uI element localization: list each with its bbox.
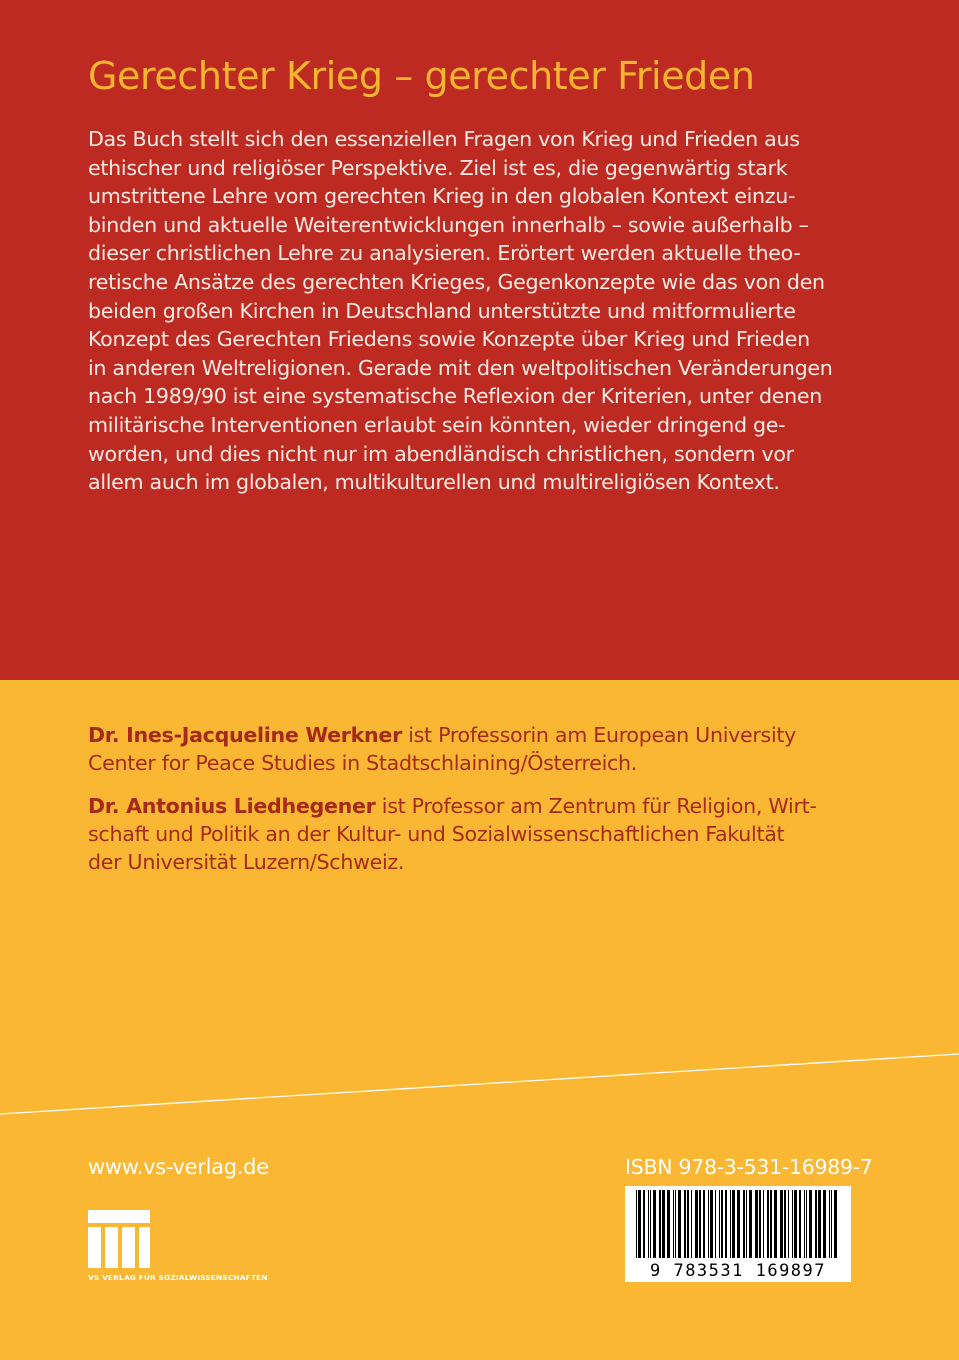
barcode-bar [799, 1190, 801, 1258]
barcode-bar [678, 1190, 681, 1258]
barcode-bar [710, 1190, 713, 1258]
barcode-bar [792, 1190, 793, 1258]
ean13-barcode-icon [634, 1190, 842, 1258]
blurb-line: Konzept des Gerechten Friedens sowie Konzepte über Krieg und Frieden [88, 327, 810, 352]
barcode-bar [831, 1190, 832, 1258]
publisher-url: www.vs-verlag.de [88, 1155, 269, 1179]
barcode-bar [719, 1190, 720, 1258]
barcode-bar [823, 1190, 826, 1258]
author-bio-text: ist Professorin am European University [401, 723, 797, 747]
barcode-bar [788, 1190, 789, 1258]
blurb-line: Das Buch stellt sich den essenziellen Fragen von Krieg und Frieden aus [88, 127, 800, 151]
vs-verlag-logo-icon [88, 1210, 318, 1285]
book-title: Gerechter Krieg – gerechter Frieden [88, 54, 755, 98]
blurb-line: in anderen Weltreligionen. Gerade mit den weltpolitischen Veränderungen [88, 355, 833, 380]
barcode-bar [667, 1190, 670, 1258]
barcode-bar [691, 1190, 692, 1258]
blurb-line: ethischer und religiöser Perspektive. Ziel ist es, die gegenwärtig stark [88, 155, 788, 180]
blurb-line: worden, und dies nicht nur im abendländisch christlichen, sondern vor [88, 441, 794, 466]
blurb-line: beiden großen Kirchen in Deutschland unterstützte und mitformulierte [88, 298, 796, 323]
publisher-logo-text: VS VERLAG FÜR SOZIALWISSENSCHAFTEN [88, 1273, 268, 1282]
blurb-line: binden und aktuelle Weiterentwicklungen innerhalb – sowie außerhalb – [88, 212, 809, 237]
blurb-line: nach 1989/90 ist eine systematische Reflexion der Kriterien, unter denen [88, 384, 823, 409]
barcode-bar [715, 1190, 716, 1258]
barcode-bar [755, 1190, 758, 1258]
barcode-bar [730, 1190, 731, 1258]
barcode-bar [834, 1190, 837, 1258]
barcode-bar [774, 1190, 777, 1258]
barcode-bar [815, 1190, 817, 1258]
barcode-bar [829, 1190, 830, 1258]
vs-verlag-logo-mark [88, 1210, 150, 1268]
barcode-bar [767, 1190, 769, 1258]
barcode-bar [737, 1190, 740, 1258]
barcode-bar [636, 1190, 637, 1258]
barcode-bar [703, 1190, 705, 1258]
blurb-line: dieser christlichen Lehre zu analysieren. Erörtert werden aktuelle theo- [88, 241, 801, 266]
barcode-bar [684, 1190, 686, 1258]
barcode-bar [743, 1190, 745, 1258]
blurb-line: militärische Interventionen erlaubt sein könnten, wieder dringend ge- [88, 412, 786, 437]
blurb-line: allem auch im globalen, multikulturellen und multireligiösen Kontext. [88, 470, 780, 495]
barcode-bar [638, 1190, 641, 1258]
author-bio-line: Center for Peace Studies in Stadtschlaining/Österreich. [88, 751, 638, 775]
barcode-bar [643, 1190, 645, 1258]
barcode-bar [770, 1190, 772, 1258]
barcode-bar [721, 1190, 723, 1258]
barcode-bar [784, 1190, 786, 1258]
barcode-bar [780, 1190, 783, 1258]
blurb-line: umstrittene Lehre vom gerechten Krieg in den globalen Kontext einzu- [88, 184, 796, 209]
barcode-bar [804, 1190, 805, 1258]
barcode-bar [659, 1190, 661, 1258]
author-name: Dr. Ines-Jacqueline Werkner [88, 723, 402, 747]
author-bio-line: der Universität Luzern/Schweiz. [88, 850, 405, 874]
barcode-bar [653, 1190, 656, 1258]
barcode-bar [687, 1190, 689, 1258]
barcode-bar [818, 1190, 821, 1258]
barcode-bar [673, 1190, 674, 1258]
barcode-bar [699, 1190, 701, 1258]
barcode-bar [675, 1190, 676, 1258]
isbn-label: ISBN 978-3-531-16989-7 [625, 1155, 873, 1179]
author-bio-line: schaft und Politik an der Kultur- und Sozialwissenschaftlichen Fakultät [88, 822, 785, 846]
barcode-bar [732, 1190, 735, 1258]
barcode-bar [695, 1190, 698, 1258]
barcode-bar [725, 1190, 727, 1258]
barcode [625, 1186, 851, 1282]
author-bio-text: ist Professor am Zentrum für Religion, Wirt- [375, 794, 817, 818]
barcode-bar [648, 1190, 649, 1258]
barcode-bar [746, 1190, 747, 1258]
barcode-bar [806, 1190, 807, 1258]
barcode-bar [763, 1190, 764, 1258]
barcode-bar [708, 1190, 709, 1258]
barcode-bar [662, 1190, 665, 1258]
barcode-bar [794, 1190, 797, 1258]
barcode-digits: 9 783531 169897 [649, 1261, 827, 1281]
barcode-bar [809, 1190, 812, 1258]
author-name: Dr. Antonius Liedhegener [88, 794, 376, 818]
barcode-bar [650, 1190, 651, 1258]
blurb-line: retische Ansätze des gerechten Krieges, Gegenkonzepte wie das von den [88, 269, 825, 294]
barcode-bar [759, 1190, 761, 1258]
barcode-bar [749, 1190, 752, 1258]
